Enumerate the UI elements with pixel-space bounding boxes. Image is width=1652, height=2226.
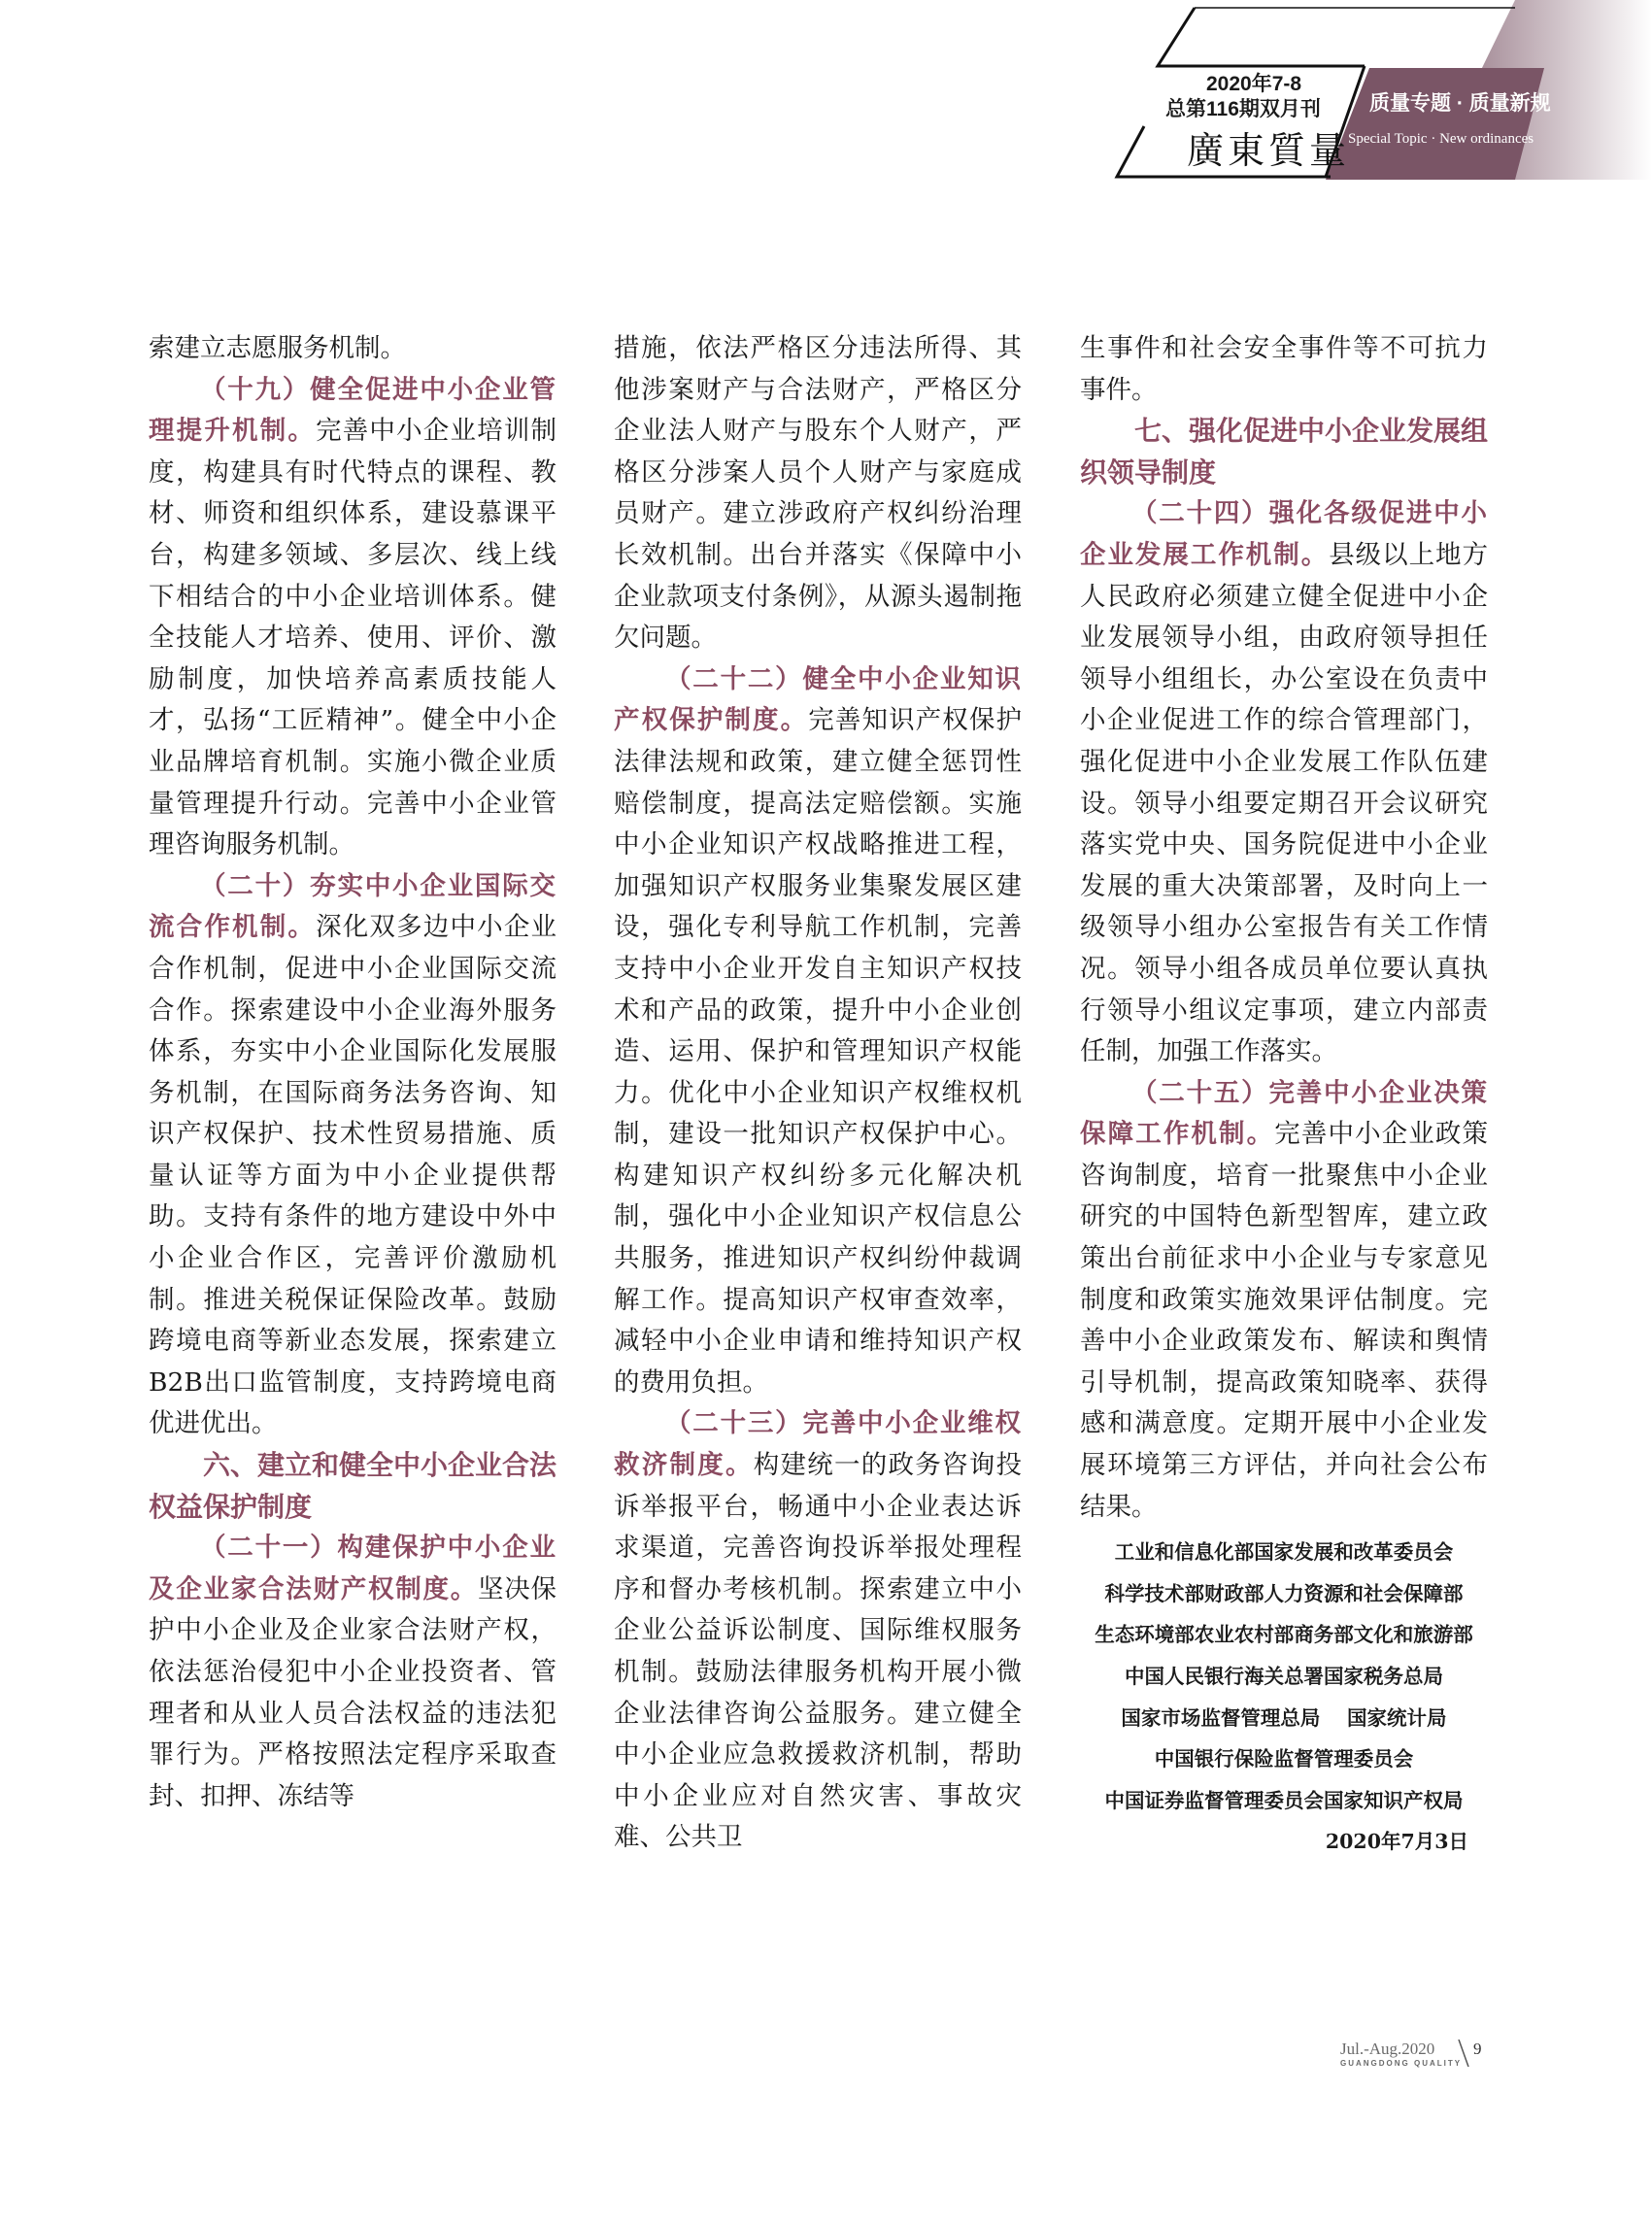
- paragraph: [149, 866, 556, 1445]
- footer-divider: [1457, 2040, 1470, 2067]
- text-column-3: [1080, 328, 1488, 1863]
- footer-issue-date: Jul.-Aug.2020: [1340, 2040, 1435, 2058]
- subsection-heading: （二十五）完善中小企业决策保障工作机制。: [1080, 1077, 1488, 1150]
- subsection-heading: （十九）健全促进中小企业管理提升机制。: [149, 374, 556, 447]
- paragraph: [614, 659, 1022, 1404]
- signatory-line: 生态环境部农业农村部商务部文化和旅游部: [1095, 1623, 1473, 1647]
- signatory-line: 科学技术部财政部人力资源和社会保障部: [1104, 1581, 1464, 1605]
- signatory-line: 中国证券监督管理委员会国家知识产权局: [1104, 1788, 1464, 1812]
- signatory-line: 中国银行保险监督管理委员会: [1154, 1747, 1414, 1771]
- paragraph-body: 完善中小企业政策咨询制度，培育一批聚焦中小企业研究的中国特色新型智库，建立政策出台前征求中小企业与专家意见制度和政策实施效果评估制度。完善中小企业政策发布、解读和舆情引导机制，提高政策知晓率、获得感和满意度。定期开展中小企业发展环境第三方评估，并向社会公布结果。: [1080, 1119, 1488, 1522]
- paragraph: [1080, 493, 1488, 1072]
- paragraph: [1080, 1073, 1488, 1529]
- paragraph-body: 坚决保护中小企业及企业家合法财产权，依法惩治侵犯中小企业投资者、管理者和从业人员合法权益的违法犯罪行为。严格按照法定程序采取查封、扣押、冻结等: [149, 1573, 556, 1811]
- paragraph-body: 完善知识产权保护法律法规和政策，建立健全惩罚性赔偿制度，提高法定赔偿额。实施中小企业知识产权战略推进工程，加强知识产权服务业集聚发展区建设，强化专利导航工作机制，完善支持中小企业开发自主知识产权技术和产品的政策，提升中小企业创造、运用、保护和管理知识产权能力。优化中小企业知识产权维权机制，建设一批知识产权保护中心。构建知识产权纠纷多元化解决机制，强化中小企业知识产权信息公共服务，推进知识产权纠纷仲裁调解工作。提高知识产权审查效率，减轻中小企业申请和维持知识产权的费用负担。: [614, 705, 1022, 1398]
- subsection-heading: （二十四）强化各级促进中小企业发展工作机制。: [1080, 498, 1488, 570]
- paragraph: 索建立志愿服务机制。: [149, 333, 406, 363]
- text-column-1: [149, 328, 556, 1817]
- signing-date: 2020年7月3日: [1325, 1830, 1468, 1854]
- signatories-block: [1080, 1532, 1488, 1863]
- text-column-2: [614, 328, 1022, 1859]
- section-title-en: Special Topic · New ordinances: [1348, 131, 1534, 147]
- page-number: 9: [1473, 2040, 1482, 2058]
- paragraph-body: 构建统一的政务咨询投诉举报平台，畅通中小企业表达诉求渠道，完善咨询投诉举报处理程序和督办考核机制。探索建立中小企业公益诉讼制度、国际维权服务机制。鼓励法律服务机构开展小微企业法律咨询公益服务。建立健全中小企业应急救援救济机制，帮助中小企业应对自然灾害、事故灾难、公共卫: [614, 1450, 1022, 1853]
- subsection-heading: （二十二）健全中小企业知识产权保护制度。: [614, 663, 1022, 736]
- magazine-logo: 廣東質量: [1187, 129, 1351, 172]
- issue-date: 2020年7-8: [1206, 73, 1302, 95]
- paragraph: [614, 1403, 1022, 1859]
- paragraph: [149, 1528, 556, 1817]
- subsection-heading: （二十三）完善中小企业维权救济制度。: [614, 1408, 1022, 1481]
- issue-number: 总第116期双月刊: [1165, 98, 1321, 120]
- footer-magazine-name: GUANGDONG QUALITY: [1340, 2059, 1463, 2068]
- paragraph-body: 县级以上地方人民政府必须建立健全促进中小企业发展领导小组，由政府领导担任领导小组组长，办公室设在负责中小企业促进工作的综合管理部门，强化促进中小企业发展工作队伍建设。领导小组要定期召开会议研究落实党中央、国务院促进中小企业发展的重大决策部署，及时向上一级领导小组办公室报告有关工作情况。领导小组各成员单位要认真执行领导小组议定事项，建立内部责任制，加强工作落实。: [1080, 539, 1489, 1067]
- paragraph: [149, 370, 556, 866]
- page-footer: [1340, 2040, 1632, 2078]
- paragraph: 生事件和社会安全事件等不可抗力事件。: [1080, 333, 1488, 405]
- signatory-line: 国家市场监督管理总局 国家统计局: [1121, 1705, 1447, 1730]
- section-title-cn: 质量专题 · 质量新规: [1369, 92, 1551, 115]
- paragraph: 措施，依法严格区分违法所得、其他涉案财产与合法财产，严格区分企业法人财产与股东个人财产，严格区分涉案人员个人财产与家庭成员财产。建立涉政府产权纠纷治理长效机制。出台并落实《保障中小企业款项支付条例》，从源头遏制拖欠问题。: [614, 333, 1022, 654]
- subsection-heading: （二十一）构建保护中小企业及企业家合法财产权制度。: [149, 1533, 556, 1604]
- signatory-line: 中国人民银行海关总署国家税务总局: [1125, 1665, 1443, 1688]
- section-heading: 七、强化促进中小企业发展组织领导制度: [1080, 415, 1489, 489]
- header-frame-line: [1158, 8, 1365, 66]
- section-heading: 六、建立和健全中小企业合法权益保护制度: [149, 1449, 557, 1523]
- page-header: [0, 0, 1652, 185]
- subsection-heading: （二十）夯实中小企业国际交流合作机制。: [149, 870, 556, 943]
- paragraph-body: 深化双多边中小企业合作机制，促进中小企业国际交流合作。探索建设中小企业海外服务体系，夯实中小企业国际化发展服务机制，在国际商务法务咨询、知识产权保护、技术性贸易措施、质量认证等方面为中小企业提供帮助。支持有条件的地方建设中外中小企业合作区，完善评价激励机制。推进关税保证保险改革。鼓励跨境电商等新业态发展，探索建立B2B出口监管制度，支持跨境电商优进优出。: [149, 912, 557, 1439]
- signatory-line: 工业和信息化部国家发展和改革委员会: [1114, 1540, 1454, 1565]
- paragraph-body: 完善中小企业培训制度，构建具有时代特点的课程、教材、师资和组织体系，建设慕课平台，构建多领域、多层次、线上线下相结合的中小企业培训体系。健全技能人才培养、使用、评价、激励制度，加快培养高素质技能人才，弘扬“工匠精神”。健全中小企业品牌培育机制。实施小微企业质量管理提升行动。完善中小企业管理咨询服务机制。: [149, 416, 557, 860]
